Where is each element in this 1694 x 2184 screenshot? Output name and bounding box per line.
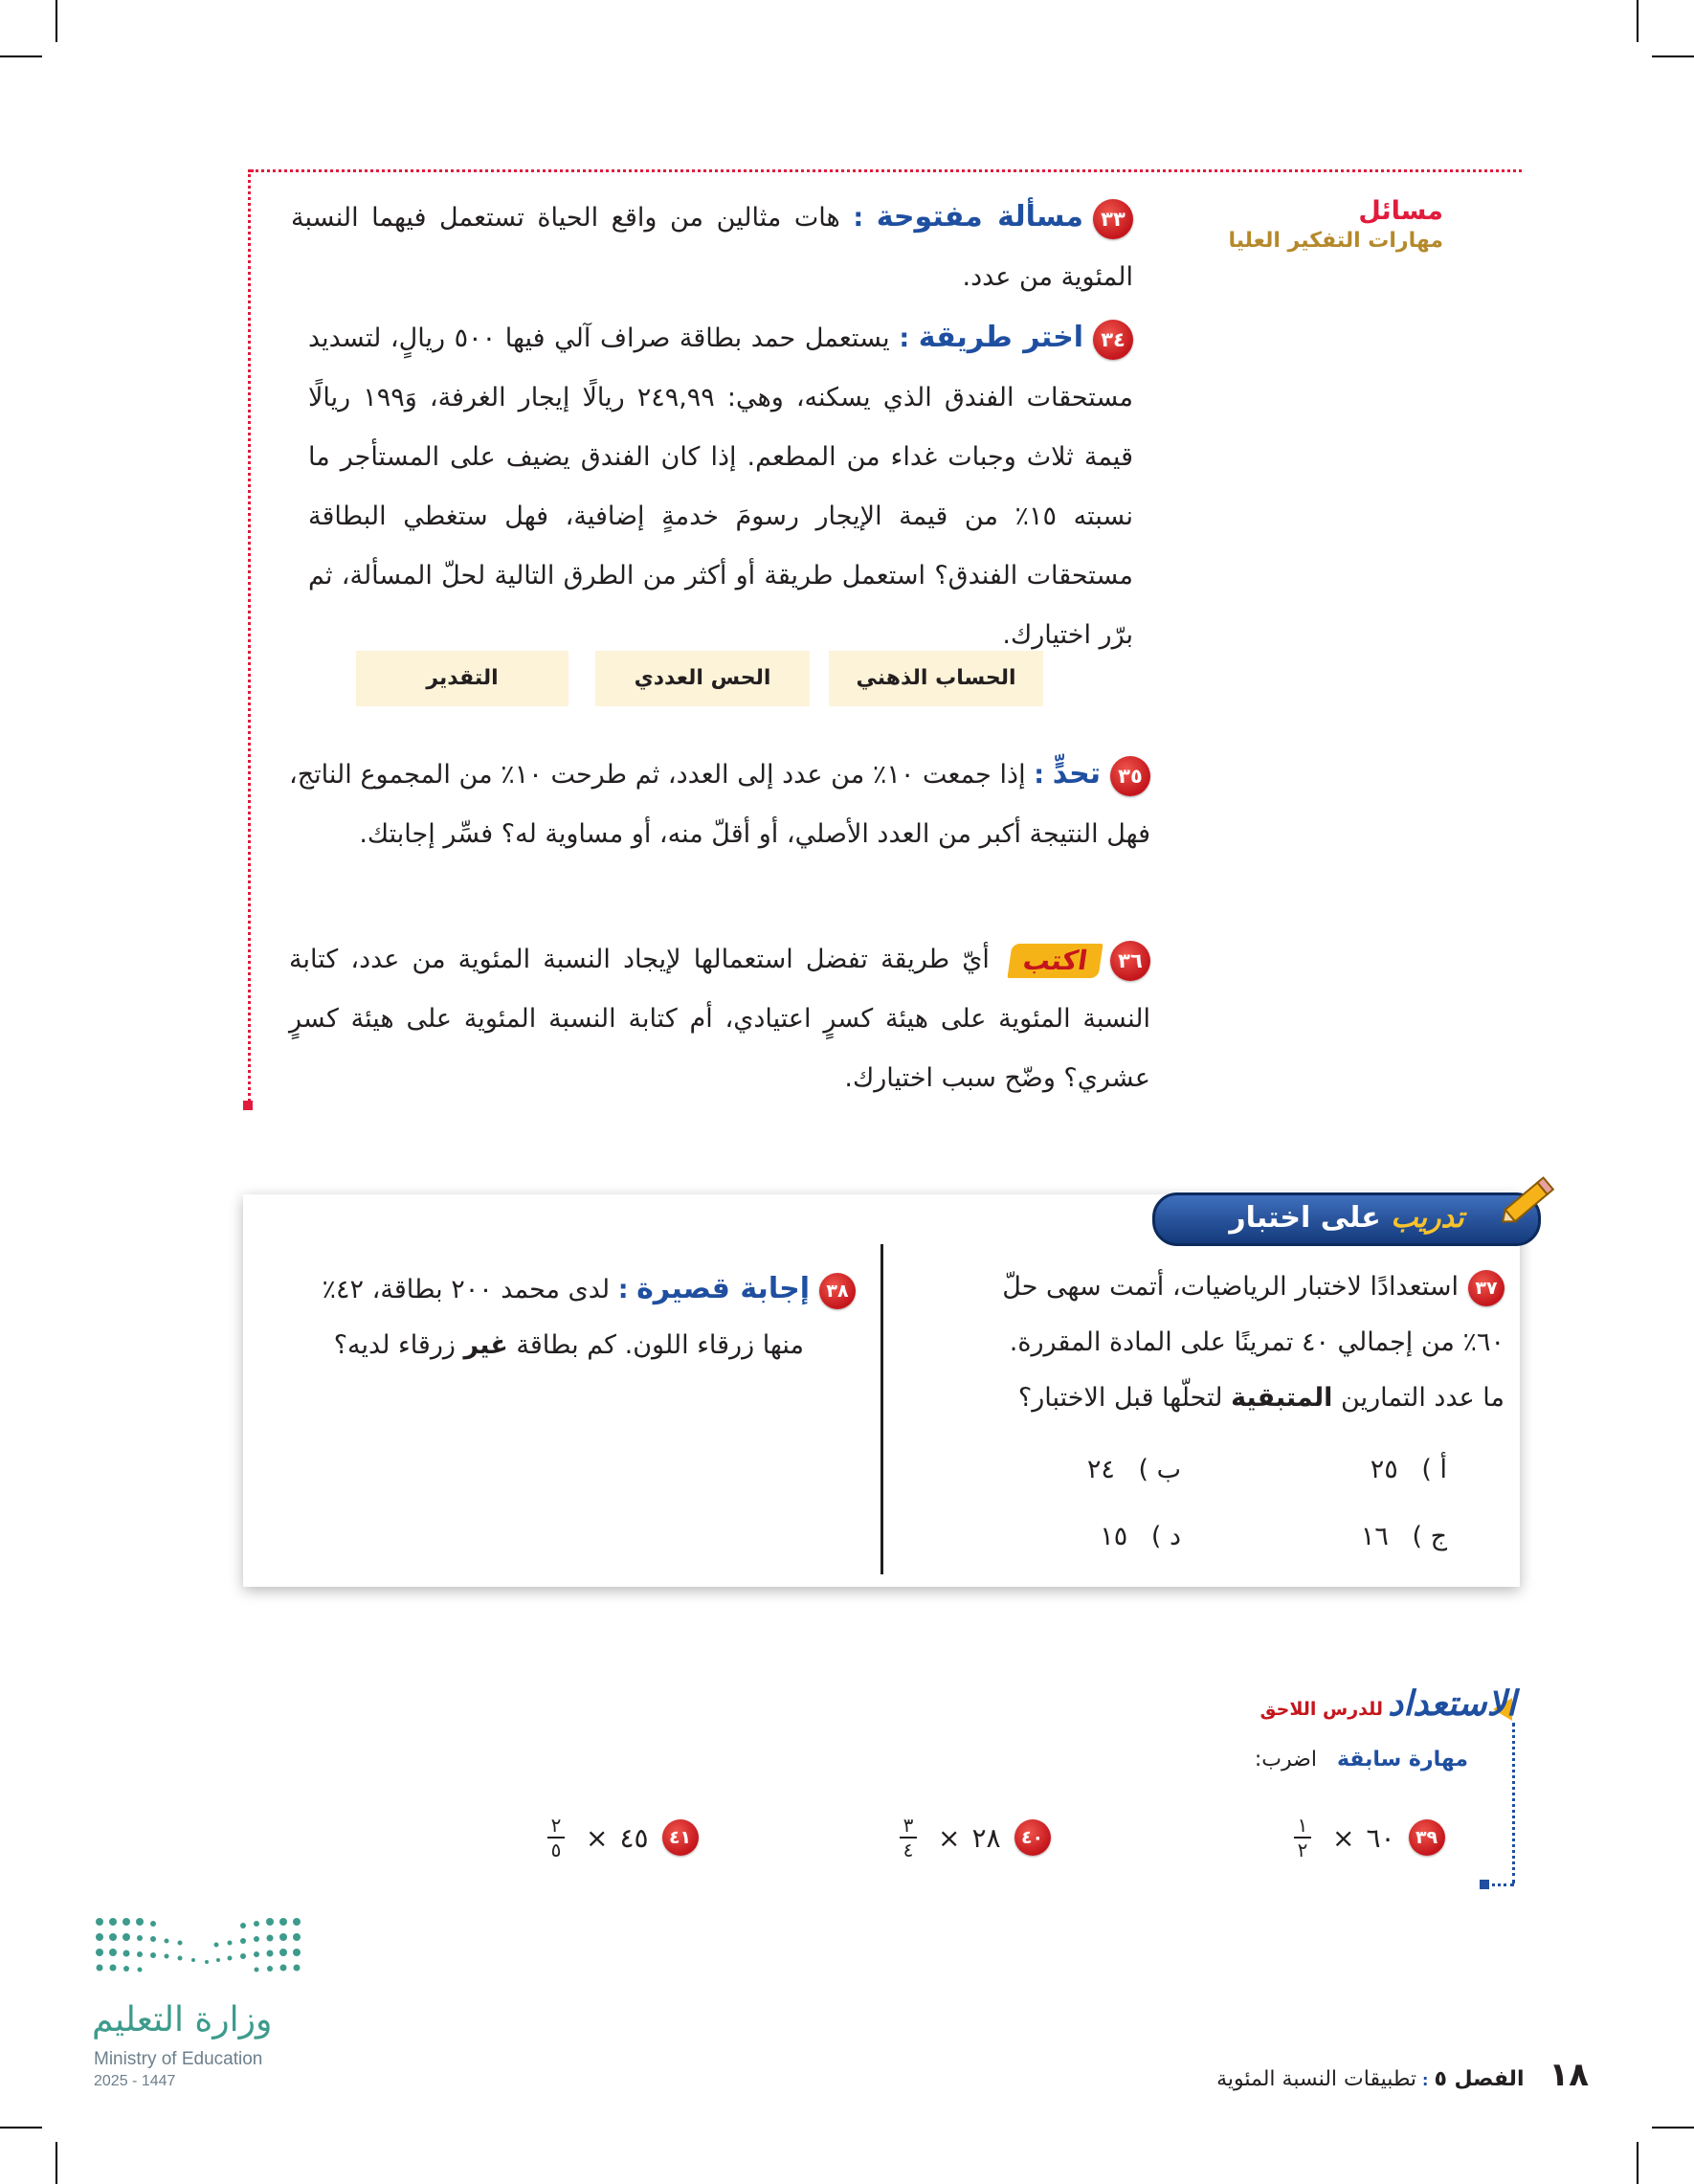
readiness-corner-marker — [1480, 1880, 1489, 1889]
question-text: ما عدد التمارين — [1332, 1383, 1505, 1413]
option-value: ٢٤ — [1086, 1455, 1115, 1484]
ministry-name-arabic: وزارة التعليم — [92, 2000, 273, 2039]
problem-number: ٣٦ — [1110, 941, 1150, 981]
operator: × — [586, 1821, 609, 1854]
problem-34 — [308, 308, 1133, 665]
readiness-heading — [1260, 1684, 1516, 1724]
ministry-name-english: Ministry of Education — [94, 2049, 263, 2069]
crop-mark — [1652, 2127, 1694, 2128]
chapter-title: تطبيقات النسبة المئوية — [1216, 2067, 1417, 2091]
footer-colon: : — [1422, 2071, 1429, 2089]
fraction — [1294, 1815, 1311, 1861]
option-value: ٢٥ — [1370, 1455, 1398, 1484]
section-subtitle: مهارات التفكير العليا — [1228, 229, 1443, 253]
problem-35 — [289, 745, 1150, 864]
problem-number: ٣٩ — [1409, 1819, 1445, 1856]
operator: × — [938, 1821, 961, 1854]
label-colon: : — [853, 203, 864, 233]
skill-instruction: اضرب: — [1254, 1748, 1317, 1772]
method-option: التقدير — [356, 651, 568, 706]
problem-36 — [289, 930, 1150, 1108]
method-option: الحساب الذهني — [829, 651, 1043, 706]
prior-skill — [1255, 1748, 1468, 1772]
problem-number: ٣٤ — [1093, 320, 1133, 360]
problem-number: ٣٥ — [1110, 756, 1150, 796]
problem-number: ٣٨ — [819, 1273, 856, 1309]
test-practice-banner — [1148, 1185, 1560, 1242]
operator: × — [1332, 1821, 1355, 1854]
question-line — [262, 1318, 856, 1373]
crop-mark — [0, 2127, 42, 2128]
question-text: زرقاء لديه؟ — [333, 1330, 464, 1360]
section-heading — [1194, 195, 1443, 255]
exercise-40 — [900, 1809, 1051, 1866]
problem-text: هات مثالين من واقع الحياة تستعمل فيهما النسبة المئوية من عدد. — [291, 203, 1133, 292]
answer-option[interactable] — [1100, 1522, 1181, 1551]
whole-number: ٦٠ — [1366, 1821, 1395, 1854]
skill-label: مهارة سابقة — [1336, 1748, 1468, 1772]
edition-year: 2025 - 1447 — [94, 2073, 176, 2089]
question-37 — [892, 1259, 1505, 1426]
fraction — [547, 1815, 565, 1861]
banner-pill — [1152, 1192, 1541, 1246]
ministry-logo-icon — [92, 1912, 304, 1995]
page-number: ١٨ — [1549, 2056, 1589, 2094]
banner-subtitle: على اختبار — [1229, 1201, 1381, 1235]
option-letter: ج ) — [1412, 1522, 1447, 1551]
problem-number: ٣٧ — [1468, 1270, 1505, 1306]
question-38 — [262, 1261, 856, 1373]
section-corner-marker — [243, 1101, 253, 1110]
question-line — [892, 1371, 1505, 1426]
pencil-icon — [1495, 1171, 1562, 1229]
problem-text: إذا جمعت ١٠٪ من عدد إلى العدد، ثم طرحت ١٠٪ من المجموع الناتج، فهل النتيجة أكبر من العدد الأصلي، أو أقلّ منه، أو مساوية له؟ فسِّر إجابتك. — [289, 760, 1150, 849]
readiness-title: الاستعداد — [1388, 1684, 1516, 1724]
question-text: منها زرقاء اللون. كم بطاقة — [507, 1330, 804, 1360]
section-border-top — [251, 169, 1522, 172]
readiness-subtitle: للدرس اللاحق — [1259, 1699, 1384, 1720]
question-text: لتحلّها قبل الاختبار؟ — [1017, 1383, 1232, 1413]
crop-mark — [56, 2142, 57, 2184]
chapter-label: الفصل ٥ — [1434, 2067, 1525, 2091]
denominator: ٢ — [1297, 1839, 1308, 1861]
numerator: ١ — [1297, 1814, 1308, 1837]
question-text: لدى محمد ٢٠٠ بطاقة، ٤٢٪ — [322, 1275, 611, 1304]
label-colon: : — [617, 1275, 629, 1304]
exercise-39 — [1294, 1809, 1445, 1866]
exercise-41 — [547, 1809, 699, 1866]
problem-number: ٣٣ — [1093, 199, 1133, 239]
problem-label: إجابة قصيرة — [636, 1272, 810, 1305]
denominator: ٤ — [903, 1839, 914, 1861]
answer-option[interactable] — [1087, 1455, 1181, 1484]
option-value: ١٦ — [1360, 1522, 1389, 1551]
question-line: ٦٠٪ من إجمالي ٤٠ تمرينًا على المادة المقررة. — [1009, 1327, 1505, 1357]
question-text: استعدادًا لاختبار الرياضيات، أتمت سهى حلّ — [1002, 1272, 1459, 1302]
problem-33 — [291, 188, 1133, 307]
write-tag: اكتب — [1008, 944, 1103, 978]
answer-option[interactable] — [1361, 1522, 1447, 1551]
readiness-border-right — [1512, 1723, 1515, 1883]
crop-mark — [0, 56, 42, 57]
problem-number: ٤١ — [662, 1819, 699, 1856]
fraction — [900, 1815, 917, 1861]
crop-mark — [56, 0, 57, 42]
emphasis-text: المتبقية — [1231, 1383, 1333, 1413]
denominator: ٥ — [550, 1839, 562, 1861]
option-letter: د ) — [1150, 1522, 1181, 1551]
question-line — [262, 1261, 856, 1318]
banner-title: تدريب — [1391, 1201, 1464, 1235]
problem-label: تحدٍّ — [1052, 757, 1101, 791]
problem-label: اختر طريقة — [918, 321, 1084, 354]
option-letter: أ ) — [1421, 1455, 1447, 1484]
question-line — [892, 1259, 1505, 1315]
column-divider — [880, 1244, 883, 1574]
crop-mark — [1637, 2142, 1638, 2184]
label-colon: : — [1034, 760, 1045, 790]
problem-text: أيّ طريقة تفضل استعمالها لإيجاد النسبة المئوية من عدد، كتابة النسبة المئوية على هيئة كسرٍ اعتيادي، أم كتابة النسبة المئوية على هيئة كسرٍ عشري؟ وضّح سبب اختيارك. — [289, 945, 1150, 1093]
numerator: ٢ — [550, 1814, 562, 1837]
crop-mark — [1637, 0, 1638, 42]
section-border-left — [248, 169, 251, 1107]
option-value: ١٥ — [1100, 1522, 1128, 1551]
crop-mark — [1652, 56, 1694, 57]
page-footer — [1216, 2056, 1589, 2094]
method-option: الحس العددي — [595, 651, 810, 706]
numerator: ٣ — [903, 1814, 914, 1837]
option-letter: ب ) — [1138, 1455, 1181, 1484]
readiness-border-bottom — [1485, 1883, 1514, 1886]
section-title: مسائل — [1358, 196, 1443, 226]
label-colon: : — [899, 323, 910, 353]
problem-number: ٤٠ — [1014, 1819, 1051, 1856]
whole-number: ٤٥ — [619, 1821, 649, 1854]
answer-option[interactable] — [1371, 1455, 1447, 1484]
problem-label: مسألة مفتوحة — [876, 200, 1083, 234]
emphasis-text: غير — [463, 1330, 508, 1360]
whole-number: ٢٨ — [971, 1821, 1001, 1854]
problem-text: يستعمل حمد بطاقة صراف آلي فيها ٥٠٠ ريالٍ، لتسديد مستحقات الفندق الذي يسكنه، وهي: ٢٤٩,٩٩ ريالًا إيجار الغرفة، وَ١٩٩ ريالًا قيمة ثلاث وجبات غداء من المطعم. إذا كان الفندق يضيف على المستأجر ما نسبته ١٥٪ من قيمة الإيجار رسومَ خدمةٍ إضافية، فهل ستغطي البطاقة مستحقات الفندق؟ استعمل طريقة أو أكثر من الطرق التالية لحلّ المسألة، ثم برّر اختيارك. — [308, 323, 1133, 650]
